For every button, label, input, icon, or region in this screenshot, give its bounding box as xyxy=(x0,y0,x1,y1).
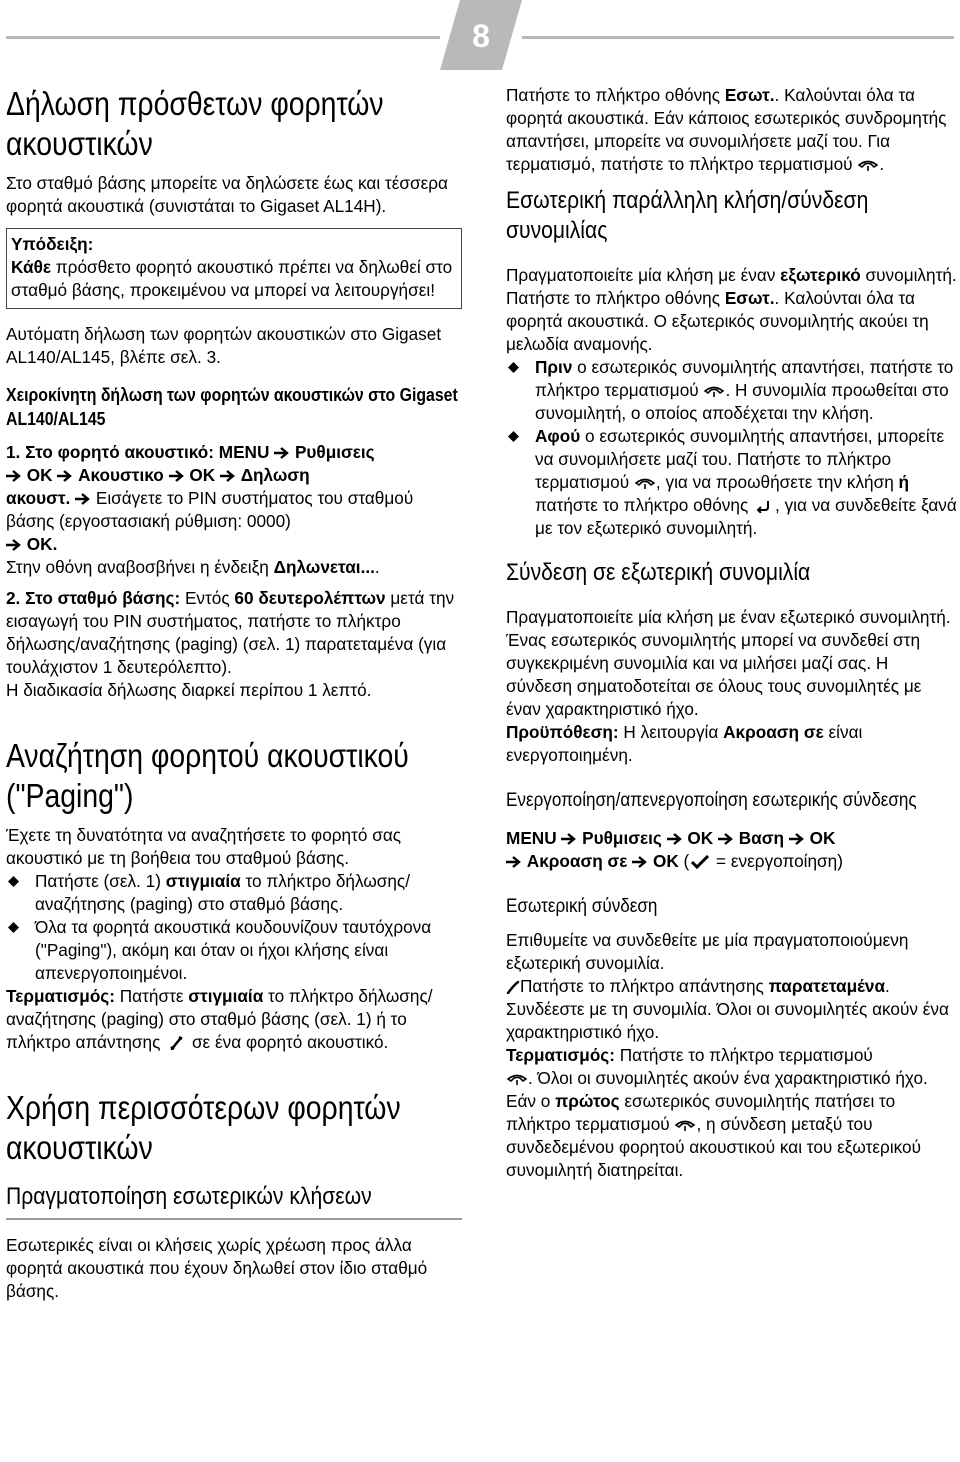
heading-internal-connection: Εσωτερική σύνδεση xyxy=(506,896,658,917)
paragraph-auto-declare: Αυτόματη δήλωση των φορητών ακουστικών στο Gigaset AL140/AL145, βλέπε σελ. 3. xyxy=(6,324,442,367)
diamond-bullet-icon xyxy=(508,431,519,442)
m8-b: = ενεργοποίηση) xyxy=(711,851,843,871)
b1-c: το πλήκτρο δήλωσης/αναζήτησης (paging) στο σταθμό βάσης. xyxy=(35,871,410,914)
end-a: Τερματισμός: xyxy=(6,986,115,1006)
paragraph-ic-2 xyxy=(506,975,958,1044)
heading-declare-handsets: Δήλωση πρόσθετων φορητών ακουστικών xyxy=(6,85,384,162)
step1-g: ακουστ. xyxy=(6,488,71,508)
pp-a: Πραγματοποιείτε μία κλήση με έναν xyxy=(506,265,781,285)
step2-e: Η διαδικασία δήλωσης διαρκεί περίπου 1 λεπτό. xyxy=(6,680,372,700)
p-top-d: . xyxy=(879,154,885,174)
step-2 xyxy=(6,587,462,702)
arrow-right-icon xyxy=(667,833,683,845)
rb2-c: , για να προωθήσετε την κλήση xyxy=(655,472,899,492)
paragraph-ic-1: Επιθυμείτε να συνδεθείτε με μία πραγματοποιούμενη εξωτερική συνομιλία. xyxy=(506,930,909,973)
end-b: Πατήστε xyxy=(114,986,189,1006)
step1-c: OK xyxy=(26,465,53,485)
answer-call-icon xyxy=(165,1036,187,1050)
paragraph-internal-call xyxy=(506,84,958,176)
ic-4: . Συνδέεστε με τη συνομιλία. Όλοι οι συνομιλητές ακούν ένα χαρακτηριστικό ήχο. xyxy=(506,976,949,1042)
m7: OK xyxy=(653,851,679,871)
end-call-icon xyxy=(674,1118,696,1132)
note-bold: Κάθε xyxy=(11,257,52,277)
rb2-e: πατήστε το πλήκτρο οθόνης xyxy=(535,495,754,515)
ic-9: πρώτος xyxy=(555,1091,620,1111)
step1-l: . xyxy=(374,557,380,577)
paragraph-precondition xyxy=(506,721,958,767)
paragraph-paging-end xyxy=(6,985,462,1054)
arrow-right-icon xyxy=(169,470,185,482)
m8-a: ( xyxy=(678,851,690,871)
rb2-f: , για να συνδεθείτε ξανά με τον εξωτερικό συνομιλητή. xyxy=(535,495,957,538)
end-call-icon xyxy=(506,1072,528,1086)
b2: Όλα τα φορητά ακουστικά κουδουνίζουν ταυτόχρονα ("Paging"), ακόμη και όταν οι ήχοι κλήσης είναι απενεργοποιημένοι. xyxy=(35,917,432,983)
rb2-b: ο εσωτερικός συνομιλητής απαντήσει, μπορείτε να συνομιλήσετε μαζί του. Πατήστε το πλήκτρο τερματισμού xyxy=(535,426,945,492)
back-icon xyxy=(753,499,775,513)
ic-11: , η σύνδεση μεταξύ του συνδεδεμένου φορητού ακουστικού και του εξωτερικού συνομιλητή διατηρείται. xyxy=(506,1114,921,1180)
b1-b: στιγμιαία xyxy=(165,871,241,891)
step1-h: Εισάγετε το PIN συστήματος του σταθμού βάσης (εργοστασιακή ρύθμιση: 0000) xyxy=(6,488,414,531)
rb1-c: . Η συνομιλία προωθείται στο συνομιλητή, ο οποίος αποδέχεται την κλήση. xyxy=(535,380,949,423)
page-number: 8 xyxy=(472,18,490,54)
page-number-tab xyxy=(440,0,522,70)
m4: Βαση xyxy=(738,828,785,848)
pp-d: Εσωτ. xyxy=(724,288,775,308)
end-call-icon xyxy=(703,384,725,398)
rb1-b: ο εσωτερικός συνομιλητής απαντήσει, πατήστε το πλήκτρο τερματισμού xyxy=(535,357,954,400)
step1-k: Δηλωνεται... xyxy=(273,557,375,577)
step2-a: 2. Στο σταθμό βάσης: xyxy=(6,588,181,608)
arrow-right-icon xyxy=(274,447,290,459)
p-top-b: Εσωτ. xyxy=(724,85,775,105)
pre-b: Η λειτουργία xyxy=(618,722,724,742)
note-text: πρόσθετο φορητό ακουστικό πρέπει να δηλωθεί στο σταθμό βάσης, προκειμένου να μπορεί να λειτουργήσει! xyxy=(11,257,453,300)
paragraph-internal: Εσωτερικές είναι οι κλήσεις χωρίς χρέωση προς άλλα φορητά ακουστικά που έχουν δηλωθεί στον ίδιο σταθμό βάσης. xyxy=(6,1235,428,1301)
pp-e: . Καλούνται όλα τα φορητά ακουστικά. Ο εξωτερικός συνομιλητής ακούει τη μελωδία αναμονής. xyxy=(506,288,929,354)
left-column xyxy=(6,84,462,1303)
menu-path xyxy=(506,827,958,873)
step1-d: Ακουστικο xyxy=(78,465,164,485)
step1-j: Στην οθόνη αναβοσβήνει η ένδειξη xyxy=(6,557,274,577)
end-e: σε ένα φορητό ακουστικό. xyxy=(187,1032,389,1052)
rb2-a: Αφού xyxy=(535,426,581,446)
step2-c: 60 δευτερολέπτων xyxy=(234,588,386,608)
checkmark-icon xyxy=(689,855,711,869)
ic-2: Πατήστε το πλήκτρο απάντησης xyxy=(520,976,769,996)
end-c: στιγμιαία xyxy=(188,986,264,1006)
p-top-a: Πατήστε το πλήκτρο οθόνης xyxy=(506,85,725,105)
m3: OK xyxy=(687,828,714,848)
note-title: Υπόδειξη: xyxy=(11,234,94,254)
step2-d: μετά την εισαγωγή του PIN συστήματος, πατήστε το πλήκτρο δήλωσης/αναζήτησης (paging) (σελ. 1) παρατεταμένα (για τουλάχιστον 1 δευτερόλεπτο). xyxy=(6,588,455,677)
right-column xyxy=(506,84,958,1182)
m1: MENU xyxy=(506,828,557,848)
ic-7: . Όλοι οι συνομιλητές ακούν ένα χαρακτηριστικό ήχο. xyxy=(528,1068,928,1088)
ic-5: Τερματισμός: xyxy=(506,1045,615,1065)
arrow-right-icon xyxy=(632,856,648,868)
paragraph-parallel xyxy=(506,264,958,356)
arrow-right-icon xyxy=(561,833,577,845)
bullet-parallel-2 xyxy=(506,425,958,540)
step1-i: OK. xyxy=(26,534,58,554)
p-top-c: . Καλούνται όλα τα φορητά ακουστικά. Εάν κάποιος εσωτερικός συνδρομητής απαντήσει, μπορείτε να συνομιλήσετε μαζί του. Για τερματισμό, πατήστε το πλήκτρο τερματισμού xyxy=(506,85,947,174)
end-call-icon xyxy=(634,476,656,490)
step1-a: 1. Στο φορητό ακουστικό: MENU xyxy=(6,442,270,462)
arrow-right-icon xyxy=(506,856,522,868)
answer-call-icon xyxy=(506,980,520,994)
bullet-parallel-1 xyxy=(506,356,958,425)
step1-f: Δηλωση xyxy=(240,465,310,485)
end-call-icon xyxy=(857,158,879,172)
rb2-d: ή xyxy=(898,472,910,492)
heading-paging: Αναζήτηση φορητού ακουστικού ("Paging") xyxy=(6,737,409,814)
ic-3: παρατεταμένα xyxy=(768,976,886,996)
paragraph-ext-conference: Πραγματοποιείτε μία κλήση με έναν εξωτερικό συνομιλητή. Ένας εσωτερικός συνομιλητής μπορεί να συνδεθεί στη συγκεκριμένη συνομιλία και να μιλήσει μαζί σας. Η σύνδεση σηματοδοτείται σε όλους τους συνομιλητές με έναν χαρακτηριστικό ήχο. xyxy=(506,607,951,719)
arrow-right-icon xyxy=(220,470,236,482)
arrow-right-icon xyxy=(718,833,734,845)
arrow-right-icon xyxy=(789,833,805,845)
diamond-bullet-icon xyxy=(8,876,19,887)
pre-d: είναι ενεργοποιημένη. xyxy=(506,722,863,765)
diamond-bullet-icon xyxy=(508,362,519,373)
heading-parallel-call: Εσωτερική παράλληλη κλήση/σύνδεση συνομιλίας xyxy=(506,187,869,244)
heading-internal-calls: Πραγματοποίηση εσωτερικών κλήσεων xyxy=(6,1183,372,1210)
m6: Ακροαση σε xyxy=(526,851,628,871)
header-rule-left xyxy=(6,36,440,39)
b1-a: Πατήστε (σελ. 1) xyxy=(35,871,166,891)
ic-10: εσωτερικός συνομιλητής πατήσει το πλήκτρο τερματισμού xyxy=(506,1091,896,1134)
pp-b: εξωτερικό xyxy=(780,265,861,285)
step1-e: OK xyxy=(189,465,216,485)
pre-c: Ακροαση σε xyxy=(723,722,824,742)
arrow-right-icon xyxy=(6,470,22,482)
ic-8: Εάν ο xyxy=(506,1091,556,1111)
header-rule-right xyxy=(522,36,954,39)
arrow-right-icon xyxy=(6,539,22,551)
m2: Ρυθμισεις xyxy=(582,828,662,848)
rb1-a: Πριν xyxy=(535,357,573,377)
ic-6: Πατήστε το πλήκτρο τερματισμού xyxy=(614,1045,873,1065)
step1-b: Ρυθμισεις xyxy=(294,442,375,462)
paragraph-declare: Στο σταθμό βάσης μπορείτε να δηλώσετε έως και τέσσερα φορητά ακουστικά (συνιστάται το Gigaset AL14H). xyxy=(6,173,448,216)
arrow-right-icon xyxy=(57,470,73,482)
bullet-paging-2 xyxy=(6,916,462,985)
heading-manual-declare: Χειροκίνητη δήλωση των φορητών ακουστικών στο Gigaset AL140/AL145 xyxy=(6,385,458,429)
paragraph-ic-end xyxy=(506,1044,958,1090)
m5: OK xyxy=(809,828,836,848)
heading-ext-conference: Σύνδεση σε εξωτερική συνομιλία xyxy=(506,559,811,586)
end-d: το πλήκτρο δήλωσης/αναζήτησης (paging) στο σταθμό βάσης (σελ. 1) ή το πλήκτρο απάντησης xyxy=(6,986,433,1052)
step-1 xyxy=(6,441,462,579)
paragraph-ic-first xyxy=(506,1090,958,1182)
pp-c: συνομιλητή. Πατήστε το πλήκτρο οθόνης xyxy=(506,265,957,308)
pre-a: Προϋπόθεση: xyxy=(506,722,619,742)
heading-enable-disable: Ενεργοποίηση/απενεργοποίηση εσωτερικής σύνδεσης xyxy=(506,790,917,811)
diamond-bullet-icon xyxy=(8,922,19,933)
heading-multiple-handsets: Χρήση περισσότερων φορητών ακουστικών xyxy=(6,1089,401,1166)
note-box xyxy=(6,228,462,309)
bullet-paging-1 xyxy=(6,870,462,916)
step2-b: Εντός xyxy=(180,588,235,608)
paragraph-paging: Έχετε τη δυνατότητα να αναζητήσετε το φορητό σας ακουστικό με τη βοήθεια του σταθμού βάσης. xyxy=(6,825,402,868)
arrow-right-icon xyxy=(75,493,91,505)
